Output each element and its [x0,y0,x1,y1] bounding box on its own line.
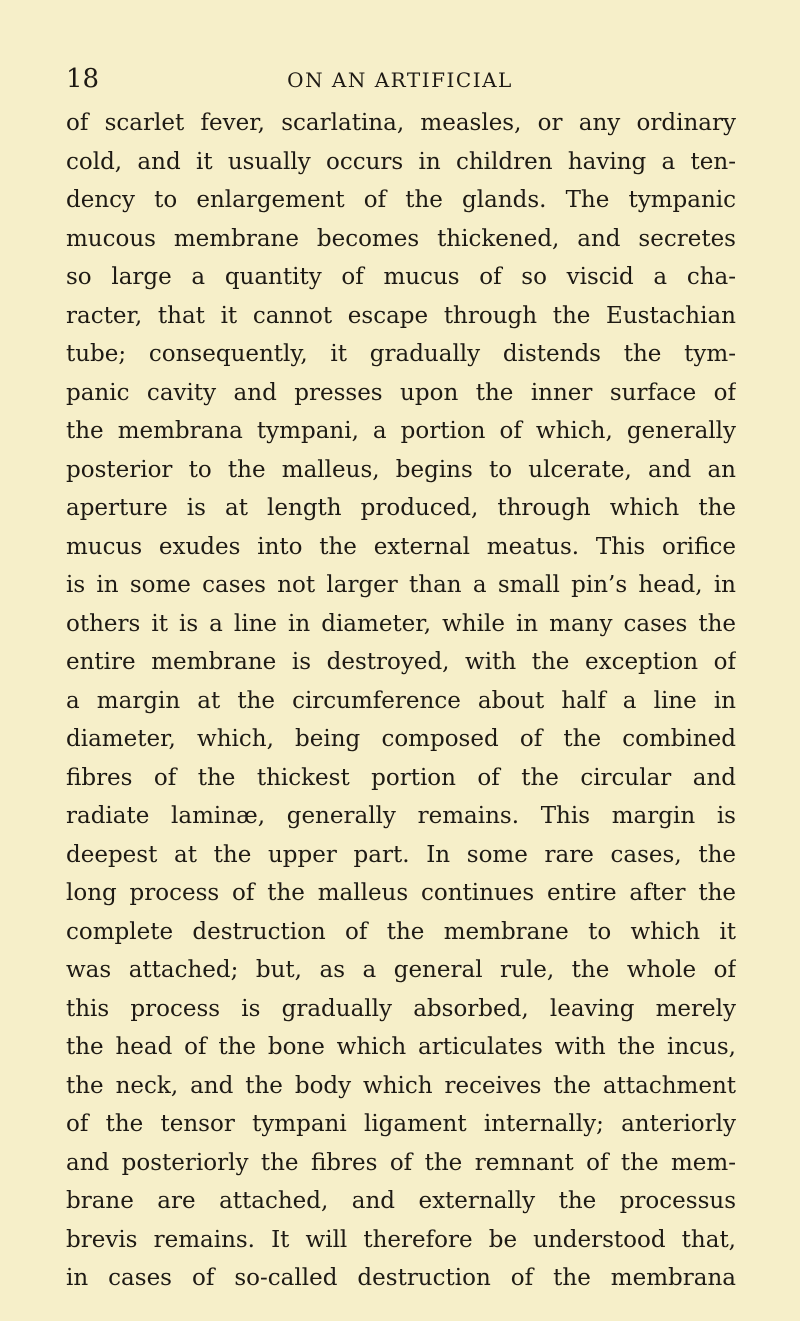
text-line: dency to enlargement of the glands. The tympanic [66,187,736,213]
text-line: fibres of the thickest portion of the circular and [66,764,736,791]
text-line: mucus exudes into the external meatus. This orifice [66,533,736,560]
text-line: racter, that it cannot escape through the Eustachian [66,302,736,329]
text-line: mucous membrane becomes thickened, and secretes [66,225,736,252]
text-line: complete destruction of the membrane to which it [66,918,736,945]
text-line: brevis remains. It will therefore be understood that, [66,1226,736,1253]
text-line: of the tensor tympani ligament internally; anteriorly [66,1111,736,1137]
body-text [66,104,736,1298]
text-line: aperture is at length produced, through which the [66,495,736,521]
text-line: this process is gradually absorbed, leaving merely [66,995,736,1022]
text-line: the head of the bone which articulates with the incus, [66,1034,736,1060]
page-header [66,62,734,96]
running-head: ON AN ARTIFICIAL [287,68,513,92]
text-line: brane are attached, and externally the processus [66,1188,736,1214]
text-line: radiate laminæ, generally remains. This margin is [66,803,736,829]
text-line: tube; consequently, it gradually distends the tym- [66,341,736,367]
text-line: of scarlet fever, scarlatina, measles, or any ordinary [66,110,736,136]
text-line: diameter, which, being composed of the combined [66,726,736,752]
text-line: and posteriorly the fibres of the remnant of the mem- [66,1149,736,1176]
text-line: deepest at the upper part. In some rare cases, the [66,841,736,868]
text-line: is in some cases not larger than a small pin’s head, in [66,572,736,598]
text-line: a margin at the circumference about half a line in [66,687,736,714]
text-line: posterior to the malleus, begins to ulcerate, and an [66,456,736,483]
text-line: cold, and it usually occurs in children having a ten- [66,148,736,175]
text-line: others it is a line in diameter, while in many cases the [66,610,736,637]
text-line: the membrana tympani, a portion of which, generally [66,418,736,444]
text-line: panic cavity and presses upon the inner surface of [66,379,736,406]
text-line: so large a quantity of mucus of so viscid a cha- [66,264,736,290]
text-line: was attached; but, as a general rule, the whole of [66,957,736,983]
text-line: in cases of so-called destruction of the membrana [66,1265,736,1291]
page-number: 18 [66,64,100,94]
text-line: the neck, and the body which receives the attachment [66,1072,736,1099]
text-line: entire membrane is destroyed, with the exception of [66,649,736,675]
text-line: long process of the malleus continues entire after the [66,880,736,906]
